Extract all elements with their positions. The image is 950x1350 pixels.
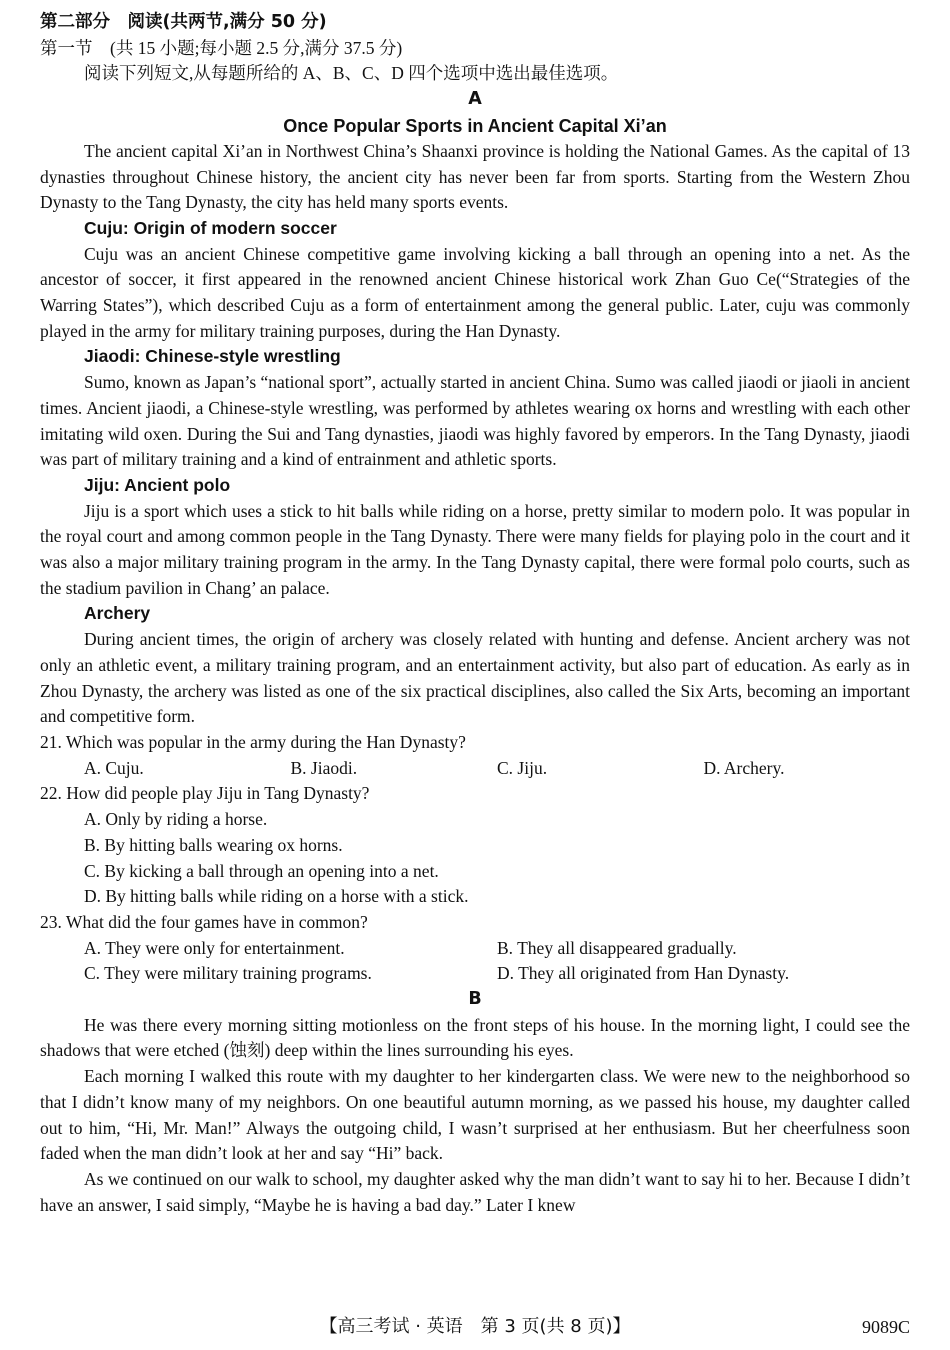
page-footer — [0, 1314, 950, 1340]
footer-page-label: 【高三考试 · 英语 第 3 页(共 8 页)】 — [319, 1316, 631, 1337]
passage-a-title: Once Popular Sports in Ancient Capital Xi’an — [283, 115, 667, 136]
option-b: B. Jiaodi. — [290, 757, 358, 778]
part-heading: 第二部分 阅读(共两节,满分 50 分) — [40, 12, 327, 32]
passage-b-letter: B — [468, 989, 482, 1010]
cuju-paragraph: Cuju was an ancient Chinese competitive game involving kicking a ball through an opening into a net. As the ancestor of soccer, it first appeared in the renowned ancient Chinese historical work Zhan Guo Ce(“Strategies of the Warring States”), which described Cuju as a form of entertainment among the general public. Later, cuju was commonly played in the army for military training purposes, during the Han Dynasty. — [40, 243, 910, 341]
option-a: A. They were only for entertainment. — [84, 937, 345, 958]
question-23-options-row1 — [40, 936, 910, 962]
jiju-paragraph: Jiju is a sport which uses a stick to hit balls while riding on a horse, pretty similar to modern polo. It was popular in the royal court and among common people in the Tang Dynasty. There were many fields for playing polo in the court and it was also a major military training program in the army. In the Tang Dynasty capital, there were formal polo courts, such as the stadium pavilion in Chang’ an palace. — [40, 500, 910, 598]
page-content — [40, 10, 910, 1218]
archery-heading: Archery — [84, 603, 151, 624]
option-c: C. Jiju. — [497, 757, 548, 778]
passage-b-paragraph-2: Each morning I walked this route with my daughter to her kindergarten class. We were new to the neighborhood so that I didn’t know many of my neighbors. On one beautiful autumn morning, as we passed his house, my daughter called out to him, “Hi, Mr. Man!” Always the outgoing child, I wasn’t surprised at her enthusiasm. But her cheerfulness soon faded when the man didn’t look at her and say “Hi” back. — [40, 1066, 910, 1164]
option-c: C. They were military training programs. — [84, 963, 372, 984]
option-d: D. Archery. — [703, 757, 785, 778]
option-a: A. Only by riding a horse. — [84, 809, 268, 830]
question-21-options — [40, 756, 910, 782]
instruction: 阅读下列短文,从每题所给的 A、B、C、D 四个选项中选出最佳选项。 — [84, 63, 619, 84]
question-22: 22. How did people play Jiju in Tang Dynasty? — [40, 783, 370, 804]
passage-a-letter: A — [468, 89, 482, 110]
section-heading: 第一节 (共 15 小题;每小题 2.5 分,满分 37.5 分) — [40, 37, 403, 58]
question-23-options-row2 — [40, 961, 910, 987]
footer-code: 9089C — [861, 1317, 910, 1337]
passage-a-intro: The ancient capital Xi’an in Northwest China’s Shaanxi province is holding the National Games. As the capital of 13 dynasties throughout Chinese history, the ancient city has never been far from sports. Starting from the Western Zhou Dynasty to the Tang Dynasty, the city has held many sports events. — [40, 140, 910, 213]
cuju-heading: Cuju: Origin of modern soccer — [84, 217, 337, 238]
option-b: B. They all disappeared gradually. — [497, 937, 737, 958]
question-23: 23. What did the four games have in common? — [40, 911, 368, 932]
option-d: D. They all originated from Han Dynasty. — [497, 963, 790, 984]
option-c: C. By kicking a ball through an opening into a net. — [84, 860, 439, 881]
jiaodi-paragraph: Sumo, known as Japan’s “national sport”, actually started in ancient China. Sumo was called jiaodi or jiaoli in ancient times. Ancient jiaodi, a Chinese-style wrestling, was performed by athletes wearing ox horns and wrestling with each other imitating wild oxen. During the Sui and Tang dynasties, jiaodi was highly favored by emperors. In the Tang Dynasty, jiaodi was part of military training and a kind of entrainment and athletic sports. — [40, 372, 910, 470]
question-21: 21. Which was popular in the army during the Han Dynasty? — [40, 731, 466, 752]
passage-b-paragraph-3: As we continued on our walk to school, my daughter asked why the man didn’t want to say hi to her. Because I didn’t have an answer, I said simply, “Maybe he is having a bad day.” Later I knew — [40, 1168, 910, 1215]
jiju-heading: Jiju: Ancient polo — [84, 474, 231, 495]
option-d: D. By hitting balls while riding on a horse with a stick. — [84, 886, 469, 907]
jiaodi-heading: Jiaodi: Chinese-style wrestling — [84, 346, 341, 367]
archery-paragraph: During ancient times, the origin of archery was closely related with hunting and defense. Ancient archery was not only an athletic event, a military training program, and an entertainment activity, but also part of education. As early as in Zhou Dynasty, the archery was listed as one of the six practical disciplines, also called the Six Arts, becoming an important and competitive form. — [40, 629, 910, 727]
option-b: B. By hitting balls wearing ox horns. — [84, 834, 343, 855]
option-a: A. Cuju. — [84, 757, 144, 778]
passage-b-paragraph-1: He was there every morning sitting motionless on the front steps of his house. In the morning light, I could see the shadows that were etched (蚀刻) deep within the lines surrounding his eyes. — [40, 1014, 910, 1061]
